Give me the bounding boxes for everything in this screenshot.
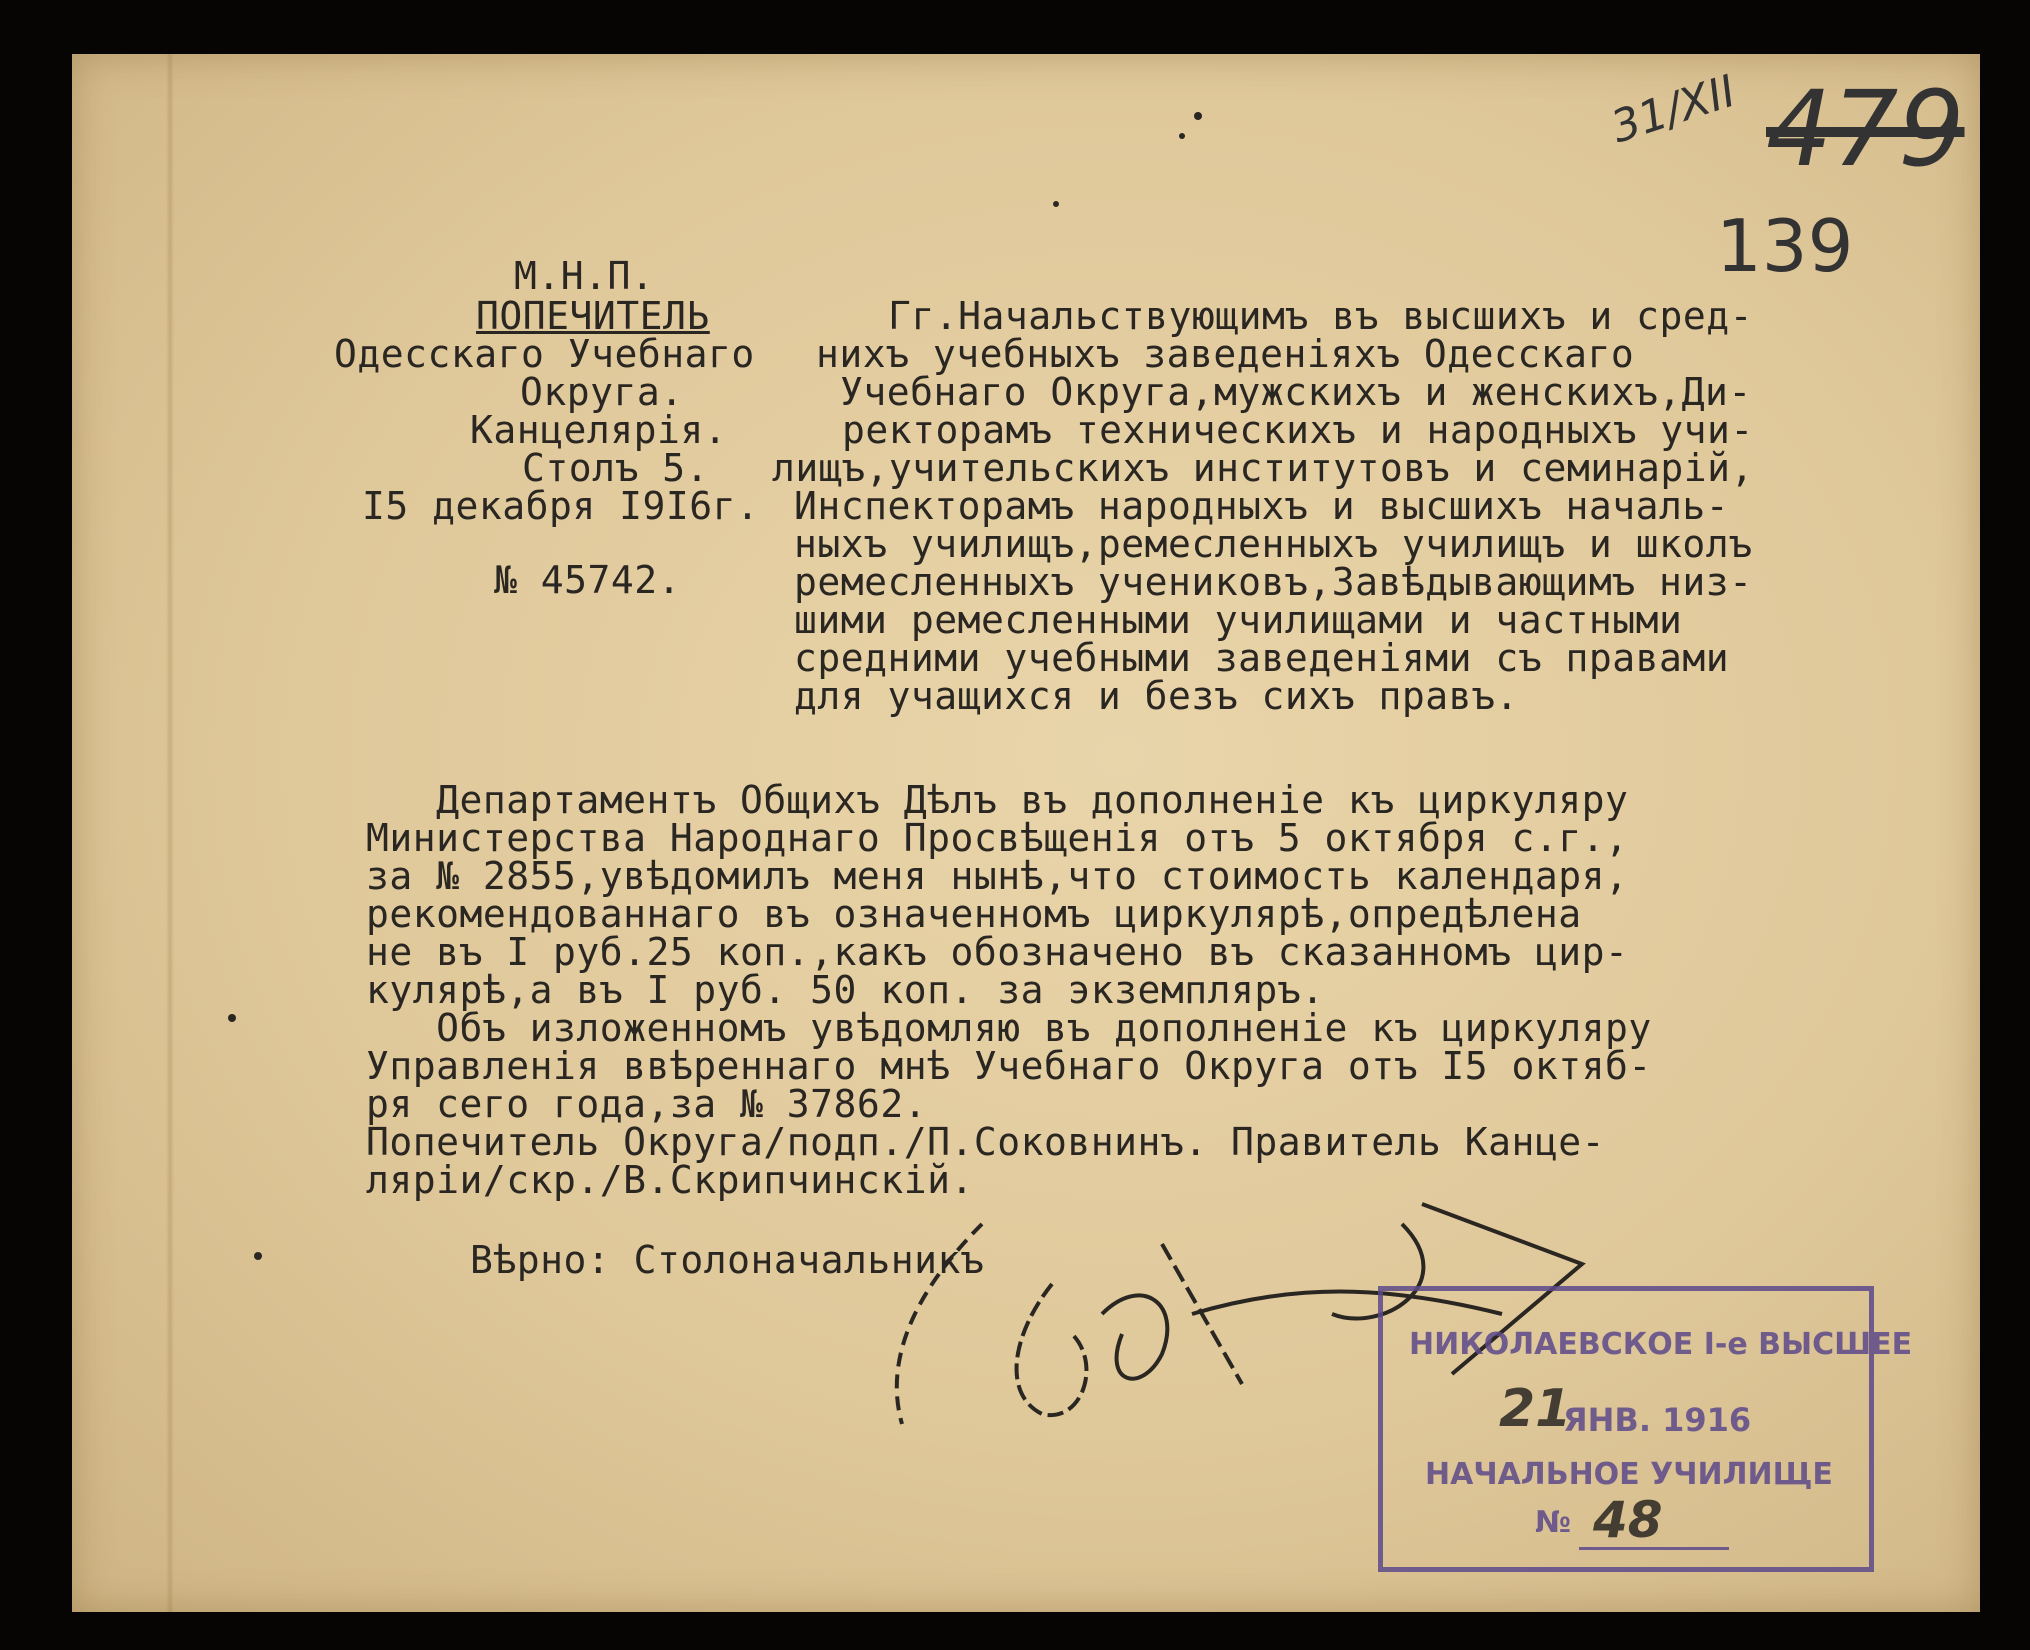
sender-title: ПОПЕЧИТЕЛЬ — [476, 294, 710, 338]
body-line: за № 2855,увѣдомилъ меня нынѣ,что стоимость календаря, — [366, 854, 1629, 898]
stamp-number-underline — [1579, 1547, 1729, 1550]
sheet-number: 139 — [1716, 204, 1854, 288]
addressee-line: Инспекторамъ народныхъ и высшихъ началь- — [794, 484, 1730, 528]
sender-okrug: Округа. — [520, 370, 684, 414]
body-line: Министерства Народнаго Просвѣщенія отъ 5 октября с.г., — [366, 816, 1629, 860]
body-line: кулярѣ,а въ I руб. 50 коп. за экземпляръ. — [366, 968, 1325, 1012]
stamp-number-label: № — [1535, 1505, 1572, 1540]
addressee-line: средними учебными заведеніями съ правами — [794, 636, 1730, 680]
body-line: ляріи/скр./В.Скрипчинскій. — [366, 1158, 974, 1202]
sender-desk: Столъ 5. — [522, 446, 710, 490]
addressee-line: для учащихся и безъ сихъ правъ. — [794, 674, 1519, 718]
addressee-line: Гг.Начальствующимъ въ высшихъ и сред- — [888, 294, 1753, 338]
stamp-school-type: НАЧАЛЬНОЕ УЧИЛИЩЕ — [1425, 1457, 1833, 1492]
addressee-line: лищъ,учительскихъ институтовъ и семинарій, — [772, 446, 1754, 490]
addressee-line: Учебнаго Округа,мужскихъ и женскихъ,Ди- — [840, 370, 1752, 414]
body-line: Департаментъ Общихъ Дѣлъ въ дополненіе къ циркуляру — [366, 778, 1629, 822]
body-line: Попечитель Округа/подп./П.Соковнинъ. Правитель Канце- — [366, 1120, 1606, 1164]
addressee-line: ремесленныхъ учениковъ,Завѣдывающимъ низ- — [794, 560, 1753, 604]
archive-number-crossed: 479 — [1766, 68, 1965, 190]
stamp-number: 48 — [1593, 1491, 1663, 1549]
school-stamp — [1378, 1286, 1913, 1572]
body-line: не въ I руб.25 коп.,какъ обозначено въ сказанномъ цир- — [366, 930, 1629, 974]
addressee-line: шими ремесленными училищами и частными — [794, 598, 1683, 642]
addressee-line: ныхъ училищъ,ремесленныхъ училищъ и школъ — [794, 522, 1753, 566]
body-line: ря сего года,за № 37862. — [366, 1082, 928, 1126]
sender-office: Канцелярія. — [470, 408, 728, 452]
certified-line: Вѣрно: Столоначальникъ — [470, 1238, 985, 1282]
sender-ministry: М.Н.П. — [514, 254, 655, 298]
addressee-line: нихъ учебныхъ заведеніяхъ Одесскаго — [816, 332, 1635, 376]
stamp-school-name: НИКОЛАЕВСКОЕ I-е ВЫСШЕЕ — [1409, 1327, 1913, 1362]
document-sheet — [72, 54, 1980, 1612]
letter-date: I5 декабря I9I6г. — [362, 484, 760, 528]
archive-date-note: 31/XII — [1605, 65, 1742, 154]
stamp-day: 21 — [1499, 1379, 1572, 1439]
sender-district: Одесскаго Учебнаго — [334, 332, 755, 376]
body-line: Объ изложенномъ увѣдомляю въ дополненіе къ циркуляру — [366, 1006, 1652, 1050]
body-line: Управленія ввѣреннаго мнѣ Учебнаго Округа отъ I5 октяб- — [366, 1044, 1652, 1088]
addressee-line: ректорамъ техническихъ и народныхъ учи- — [842, 408, 1754, 452]
body-line: рекомендованнаго въ означенномъ циркулярѣ,опредѣлена — [366, 892, 1582, 936]
stamp-month-year: ЯНВ. 1916 — [1563, 1401, 1752, 1439]
letter-number: № 45742. — [494, 558, 682, 602]
